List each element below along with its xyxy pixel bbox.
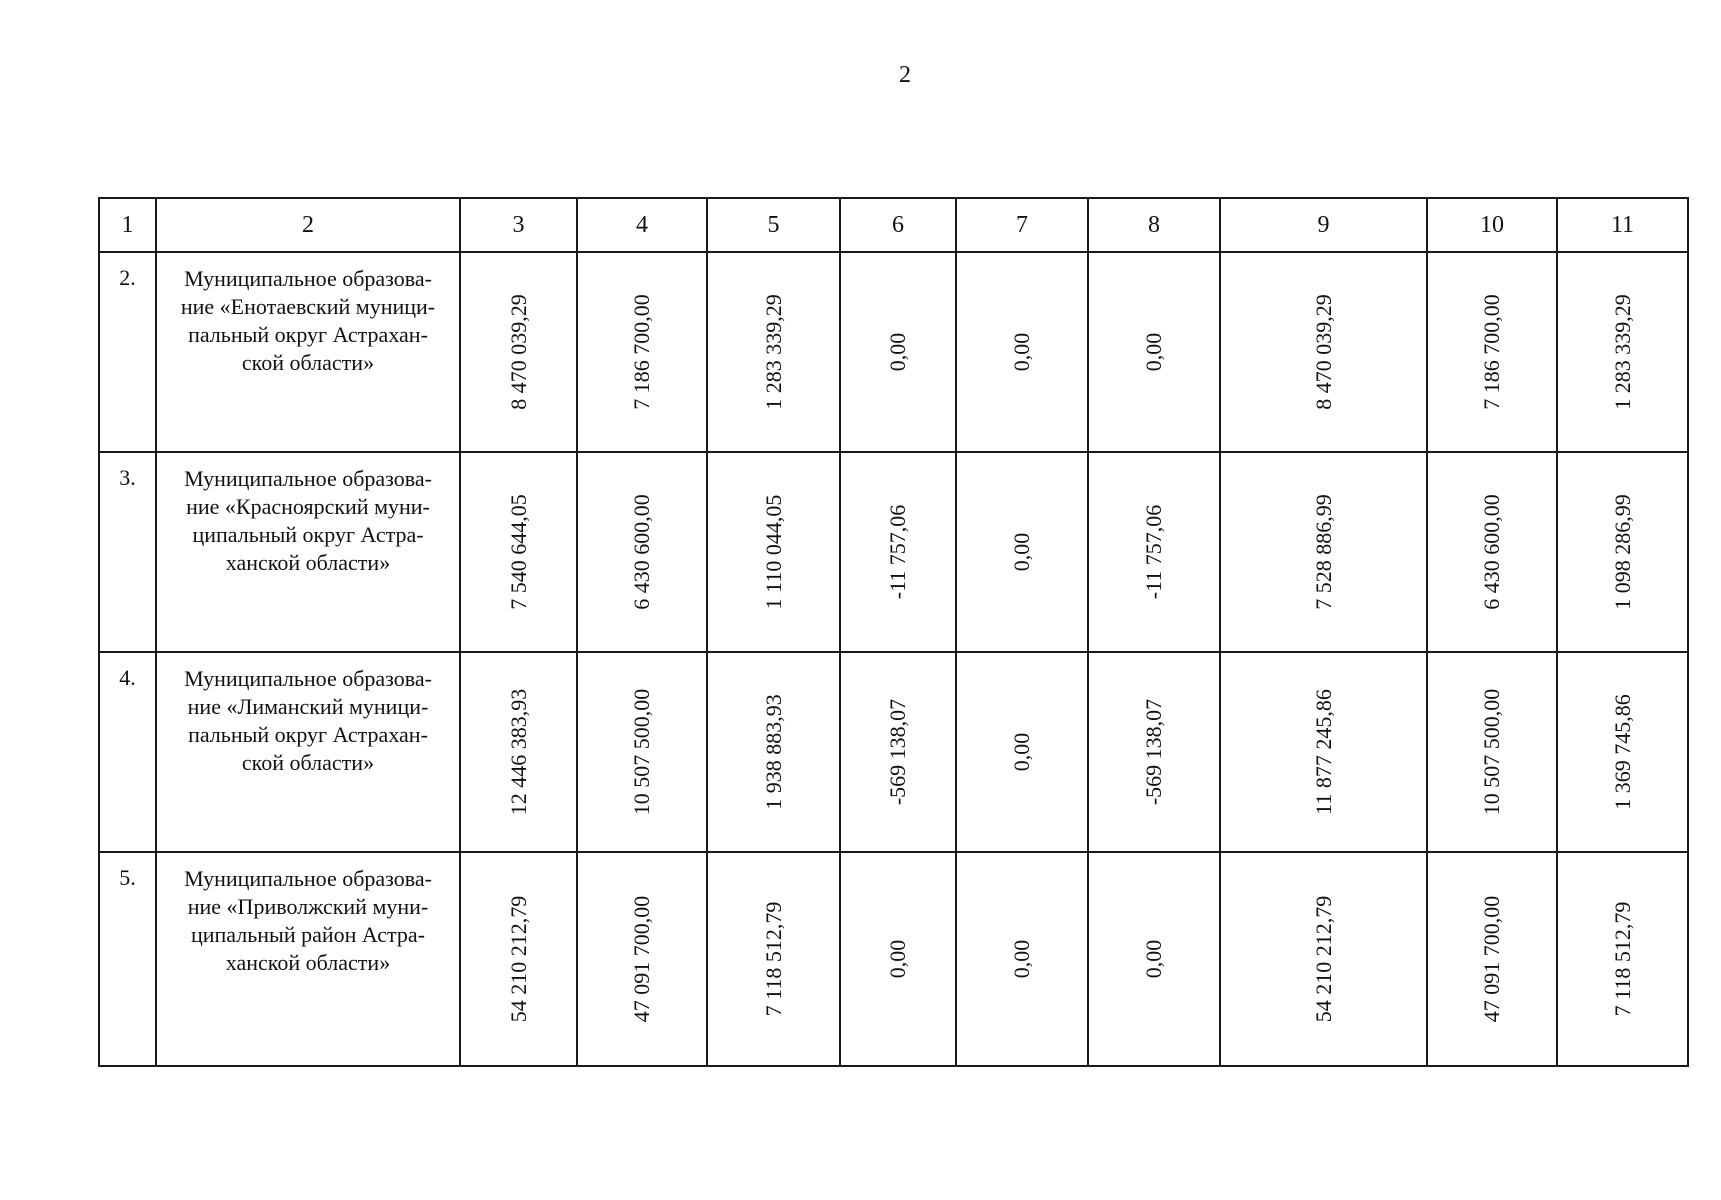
value-cell	[840, 652, 956, 852]
value-cell	[1220, 652, 1427, 852]
value-cell	[1427, 452, 1557, 652]
name-line: пальный округ Астрахан-	[188, 722, 428, 747]
value-text: -11 757,06	[885, 504, 910, 600]
header-row	[99, 198, 1688, 252]
name-line: пальный округ Астрахан-	[188, 322, 428, 347]
value-cell	[707, 852, 840, 1066]
value-text: 54 210 212,79	[1310, 895, 1336, 1023]
value-text: 8 470 039,29	[505, 294, 531, 410]
value-text: 7 186 700,00	[1479, 294, 1504, 410]
row-number: 2.	[99, 252, 156, 452]
name-line: Муниципальное образова-	[184, 266, 432, 291]
name-line: ципальный округ Астра-	[192, 522, 424, 547]
column-header: 10	[1427, 198, 1557, 252]
value-cell	[707, 652, 840, 852]
value-text: 0,00	[885, 332, 910, 372]
column-header: 2	[156, 198, 460, 252]
value-text: 1 938 883,93	[760, 694, 786, 810]
municipality-name	[156, 852, 460, 1066]
value-text: 7 528 886,99	[1310, 494, 1336, 610]
column-header: 5	[707, 198, 840, 252]
value-text: 8 470 039,29	[1310, 294, 1336, 410]
value-cell	[1557, 852, 1688, 1066]
value-cell	[460, 252, 577, 452]
value-cell	[840, 852, 956, 1066]
name-line: ской области»	[241, 750, 375, 775]
value-cell	[1088, 852, 1220, 1066]
value-text: 0,00	[1141, 939, 1166, 979]
municipality-name	[156, 252, 460, 452]
data-table	[98, 197, 1689, 1067]
value-cell	[1427, 652, 1557, 852]
value-cell	[1220, 452, 1427, 652]
value-cell	[460, 452, 577, 652]
column-header: 4	[577, 198, 707, 252]
value-text: 47 091 700,00	[629, 895, 654, 1023]
row-number: 4.	[99, 652, 156, 852]
name-line: ние «Красноярский муни-	[186, 494, 430, 519]
value-cell	[460, 852, 577, 1066]
name-line: Муниципальное образова-	[184, 666, 432, 691]
name-line: ханской области»	[225, 950, 391, 975]
value-cell	[577, 252, 707, 452]
column-header: 6	[840, 198, 956, 252]
value-text: 0,00	[1009, 939, 1034, 979]
column-header: 11	[1557, 198, 1688, 252]
value-text: -569 138,07	[885, 698, 910, 806]
name-line: ципальный район Астра-	[190, 922, 425, 947]
value-cell	[840, 252, 956, 452]
column-header: 3	[460, 198, 577, 252]
table-row	[99, 252, 1688, 452]
value-text: 7 118 512,79	[760, 901, 786, 1017]
value-text: -569 138,07	[1141, 698, 1166, 806]
value-text: 1 110 044,05	[760, 494, 786, 610]
value-text: 0,00	[1009, 532, 1034, 572]
value-cell	[707, 252, 840, 452]
value-cell	[956, 252, 1088, 452]
value-text: 54 210 212,79	[505, 895, 531, 1023]
municipality-name	[156, 652, 460, 852]
column-header: 1	[99, 198, 156, 252]
name-line: ханской области»	[225, 550, 391, 575]
page-number: 2	[899, 62, 911, 88]
name-line: ние «Лиманский муници-	[187, 694, 429, 719]
value-text: 7 186 700,00	[629, 294, 654, 410]
value-cell	[460, 652, 577, 852]
value-cell	[956, 652, 1088, 852]
value-cell	[1427, 252, 1557, 452]
value-cell	[1088, 452, 1220, 652]
value-text: 1 098 286,99	[1609, 494, 1635, 610]
name-line: ской области»	[241, 350, 375, 375]
value-text: 0,00	[1009, 732, 1034, 772]
value-text: 6 430 600,00	[1479, 494, 1504, 610]
value-text: 1 369 745,86	[1609, 694, 1635, 810]
value-text: 47 091 700,00	[1479, 895, 1504, 1023]
name-line: Муниципальное образова-	[184, 866, 432, 891]
name-line: ние «Енотаевский муници-	[180, 294, 436, 319]
value-cell	[840, 452, 956, 652]
value-text: 6 430 600,00	[629, 494, 654, 610]
name-line: ние «Приволжский муни-	[187, 894, 429, 919]
table-row	[99, 452, 1688, 652]
value-cell	[577, 852, 707, 1066]
value-text: 10 507 500,00	[1479, 688, 1504, 816]
value-text: 0,00	[885, 939, 910, 979]
value-text: 0,00	[1141, 332, 1166, 372]
value-cell	[1427, 852, 1557, 1066]
value-text: 11 877 245,86	[1310, 689, 1336, 815]
column-header: 9	[1220, 198, 1427, 252]
value-cell	[707, 452, 840, 652]
value-cell	[1088, 252, 1220, 452]
name-line: Муниципальное образова-	[184, 466, 432, 491]
value-cell	[1557, 452, 1688, 652]
value-cell	[1557, 252, 1688, 452]
value-text: 7 540 644,05	[505, 494, 531, 610]
value-text: 12 446 383,93	[505, 688, 531, 816]
value-text: 10 507 500,00	[629, 688, 654, 816]
municipality-name	[156, 452, 460, 652]
value-cell	[1220, 852, 1427, 1066]
row-number: 3.	[99, 452, 156, 652]
value-text: 7 118 512,79	[1609, 901, 1635, 1017]
value-cell	[956, 852, 1088, 1066]
value-cell	[577, 652, 707, 852]
value-text: 0,00	[1009, 332, 1034, 372]
value-cell	[956, 452, 1088, 652]
row-number: 5.	[99, 852, 156, 1066]
value-text: 1 283 339,29	[1609, 294, 1635, 410]
value-cell	[1220, 252, 1427, 452]
value-text: 1 283 339,29	[760, 294, 786, 410]
column-header: 7	[956, 198, 1088, 252]
column-header: 8	[1088, 198, 1220, 252]
table-row	[99, 852, 1688, 1066]
value-text: -11 757,06	[1141, 504, 1166, 600]
value-cell	[577, 452, 707, 652]
value-cell	[1088, 652, 1220, 852]
table-row	[99, 652, 1688, 852]
value-cell	[1557, 652, 1688, 852]
